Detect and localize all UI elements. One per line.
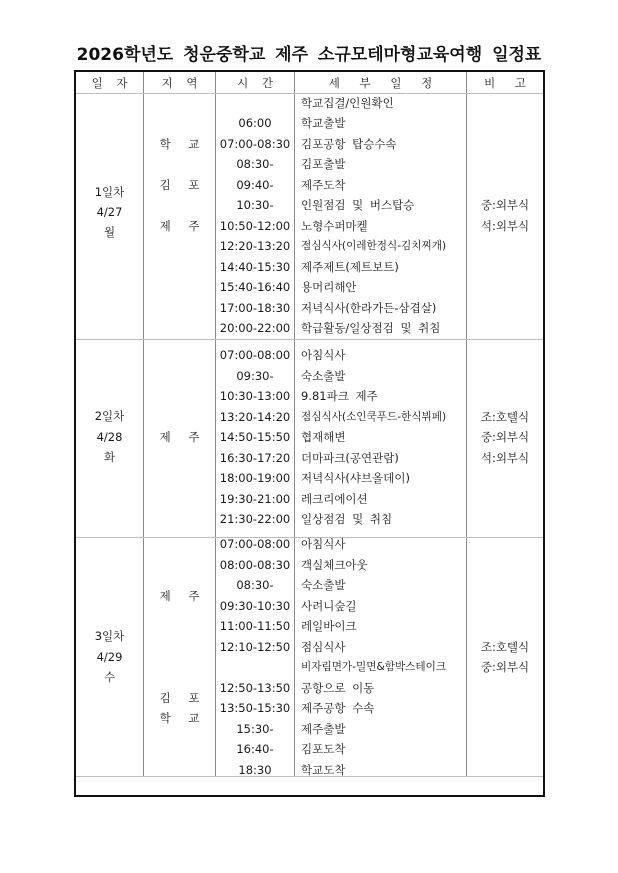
detail: 학급활동/일상점검 및 취침 (301, 321, 441, 335)
day-date: 4/27 (96, 205, 123, 219)
detail: 저녁식사(샤브올데이) (301, 471, 410, 485)
detail: 제주도착 (301, 177, 346, 192)
detail: 9.81파크 제주 (301, 389, 378, 403)
meal-note: 중:외부식 (480, 198, 530, 212)
header-region: 지 역 (161, 76, 198, 90)
time: 07:00-08:30 (219, 136, 291, 151)
detail: 김포출발 (301, 157, 346, 171)
meal-note: 중:외부식 (480, 430, 530, 444)
time: 20:00-22:00 (219, 321, 291, 335)
detail: 학교집결/인원확인 (301, 95, 394, 110)
detail: 레일바이크 (301, 619, 357, 633)
time: 08:30- (236, 578, 274, 592)
time: 09:40- (236, 177, 274, 192)
detail: 아침식사 (301, 537, 346, 551)
day-weekday: 수 (103, 670, 116, 684)
time: 13:50-15:30 (219, 701, 291, 715)
detail: 김포도착 (301, 742, 346, 756)
time: 15:40-16:40 (219, 280, 291, 294)
region: 제 주 (159, 589, 200, 603)
time: 15:30- (236, 721, 274, 736)
detail: 사려니숲길 (301, 598, 357, 613)
detail: 공항으로 이동 (301, 680, 375, 695)
detail: 점심식사 (301, 639, 346, 654)
detail: 일상점검 및 취침 (301, 512, 393, 526)
time: 07:00-08:00 (219, 348, 291, 362)
empty-footer-row (76, 777, 543, 795)
region: 학 교 (159, 137, 200, 151)
region: 제 주 (159, 219, 200, 233)
region: 제 주 (159, 430, 200, 444)
time: 10:50-12:00 (219, 218, 291, 233)
time: 11:00-11:50 (219, 619, 291, 633)
time: 09:30- (236, 368, 274, 383)
day-label: 1일차 (94, 185, 125, 199)
detail: 제주출발 (301, 721, 346, 736)
time: 18:00-19:00 (219, 471, 291, 485)
time: 14:40-15:30 (219, 259, 291, 274)
detail: 노형수퍼마켙 (301, 218, 368, 233)
time: 07:00-08:00 (219, 537, 291, 551)
document-title: 2026학년도 청운중학교 제주 소규모테마형교육여행 일정표 (76, 45, 542, 65)
detail: 김포공항 탑승수속 (301, 136, 397, 151)
meal-note: 중:외부식 (480, 660, 530, 674)
region: 김 포 (159, 178, 200, 192)
day-weekday: 화 (103, 450, 116, 464)
detail: 점심식사(이레한정식-김치찌개) (301, 240, 447, 252)
detail: 저녁식사(한라가든-삼겹살) (301, 300, 437, 315)
detail: 숙소출발 (301, 578, 346, 592)
detail: 제주제트(제트보트) (301, 259, 399, 274)
time: 12:10-12:50 (219, 639, 291, 654)
detail: 학교출발 (301, 116, 346, 130)
meal-note: 조:호텔식 (480, 409, 530, 424)
time: 19:30-21:00 (219, 491, 291, 506)
time: 16:30-17:20 (219, 450, 291, 465)
time: 12:20-13:20 (219, 239, 291, 253)
header-detail: 세 부 일 정 (328, 76, 433, 90)
time: 13:20-14:20 (219, 409, 291, 424)
time: 17:00-18:30 (219, 300, 291, 315)
time: 06:00 (238, 116, 272, 130)
region: 김 포 (159, 691, 200, 705)
time: 08:00-08:30 (219, 557, 291, 572)
meal-note: 석:외부식 (480, 450, 530, 465)
schedule-table (74, 70, 545, 797)
detail: 협재해변 (301, 430, 346, 444)
column-divider (294, 72, 295, 776)
detail: 숙소출발 (301, 368, 346, 383)
detail: 더마파크(공연관람) (301, 450, 399, 465)
meal-note: 조:호텔식 (480, 639, 530, 654)
detail: 용머리해안 (301, 280, 357, 294)
time: 21:30-22:00 (219, 512, 291, 526)
detail: 학교도착 (301, 762, 346, 777)
time: 08:30- (236, 157, 274, 171)
time: 14:50-15:50 (219, 430, 291, 444)
day-label: 3일차 (94, 629, 125, 643)
detail: 제주공항 수속 (301, 701, 375, 715)
time: 18:30 (238, 762, 272, 777)
day-date: 4/28 (96, 430, 123, 444)
detail: 점심식사(소인쿡푸드-한식뷔페) (301, 410, 447, 423)
meal-note: 석:외부식 (480, 218, 530, 233)
header-time: 시 간 (237, 76, 273, 90)
time: 16:40- (236, 742, 274, 756)
day-label: 2일차 (94, 409, 125, 423)
time: 09:30-10:30 (219, 598, 291, 613)
row-divider (76, 339, 543, 340)
detail: 레크리에이션 (301, 491, 368, 506)
detail: 비자림면가-밀면&함박스테이크 (301, 661, 447, 673)
detail: 인원점검 및 버스탑승 (301, 198, 415, 212)
header-note: 비 고 (484, 76, 526, 90)
header-date: 일 자 (91, 76, 128, 90)
day-date: 4/29 (96, 650, 123, 664)
time: 12:50-13:50 (219, 680, 291, 695)
day-weekday: 월 (103, 225, 116, 239)
region: 학 교 (159, 711, 200, 725)
detail: 아침식사 (301, 348, 346, 362)
detail: 객실체크아웃 (301, 557, 368, 572)
time: 10:30- (236, 198, 274, 212)
time: 10:30-13:00 (219, 389, 291, 403)
